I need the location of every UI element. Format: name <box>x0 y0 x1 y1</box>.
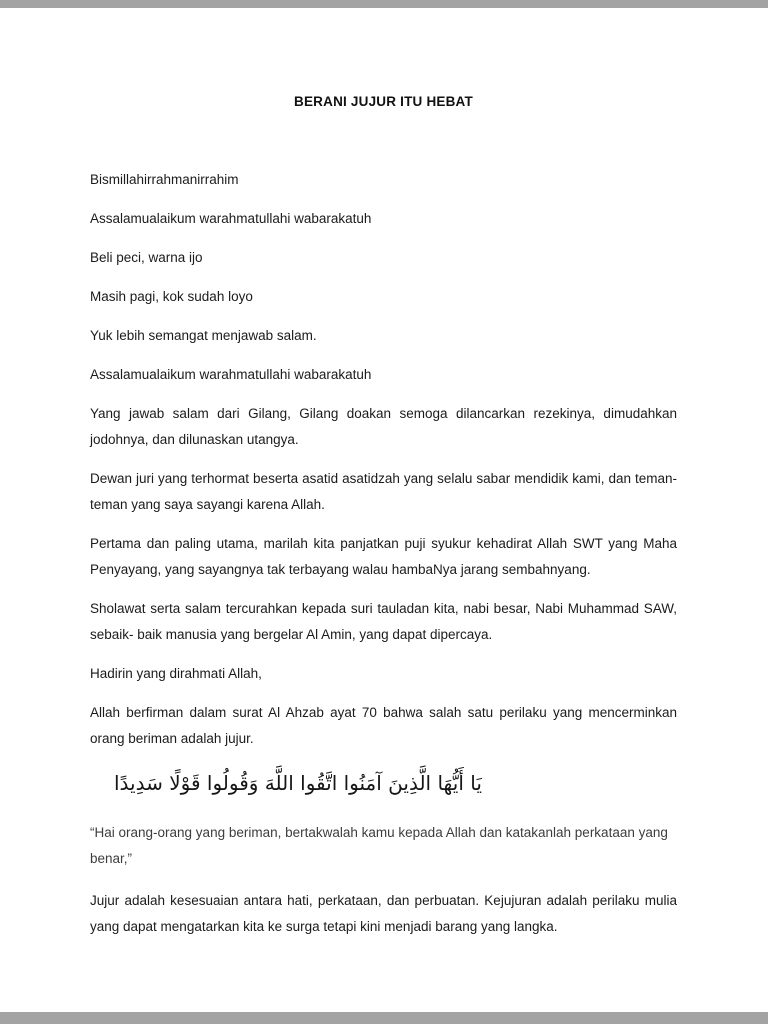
paragraph-pantun-line-1: Beli peci, warna ijo <box>90 250 203 265</box>
letterbox-top-bar <box>0 0 768 8</box>
paragraph-ajakan-salam: Yuk lebih semangat menjawab salam. <box>90 328 317 343</box>
paragraph-pantun-line-2: Masih pagi, kok sudah loyo <box>90 289 253 304</box>
document-title: BERANI JUJUR ITU HEBAT <box>294 94 473 109</box>
paragraph-jujur-definisi: Jujur adalah kesesuaian antara hati, perkataan, dan perbuatan. Kejujuran adalah perilaku mulia yang dapat mengatarkan kita ke surga tetapi kini menjadi barang yang langka. <box>90 893 677 934</box>
paragraph-puji-syukur: Pertama dan paling utama, marilah kita panjatkan puji syukur kehadirat Allah SWT yang Maha Penyayang, yang sayangnya tak terbayang walau hambaNya jarang sembahnyang. <box>90 536 677 577</box>
paragraph-salam-2: Assalamualaikum warahmatullahi wabarakatuh <box>90 367 372 382</box>
paragraph-al-ahzab: Allah berfirman dalam surat Al Ahzab ayat 70 bahwa salah satu perilaku yang mencerminkan orang beriman adalah jujur. <box>90 705 677 746</box>
paragraph-hadirin: Hadirin yang dirahmati Allah, <box>90 666 262 681</box>
paragraph-sholawat: Sholawat serta salam tercurahkan kepada suri tauladan kita, nabi besar, Nabi Muhammad SAW, sebaik- baik manusia yang bergelar Al Amin, yang dapat dipercaya. <box>90 601 677 642</box>
arabic-verse: يَا أَيُّهَا الَّذِينَ آمَنُوا اتَّقُوا اللَّهَ وَقُولُوا قَوْلًا سَدِيدًا <box>114 771 482 795</box>
verse-translation: “Hai orang-orang yang beriman, bertakwalah kamu kepada Allah dan katakanlah perkataan yang benar,” <box>90 825 668 866</box>
paragraph-doa-gilang: Yang jawab salam dari Gilang, Gilang doakan semoga dilancarkan rezekinya, dimudahkan jodohnya, dan dilunaskan utangya. <box>90 406 677 447</box>
paragraph-salam-1: Assalamualaikum warahmatullahi wabarakatuh <box>90 211 372 226</box>
document-page <box>0 8 768 1012</box>
paragraph-bismillah: Bismillahirrahmanirrahim <box>90 172 239 187</box>
letterbox-bottom-bar <box>0 1012 768 1024</box>
paragraph-dewan-juri: Dewan juri yang terhormat beserta asatid asatidzah yang selalu sabar mendidik kami, dan teman-teman yang saya sayangi karena Allah. <box>90 471 677 512</box>
